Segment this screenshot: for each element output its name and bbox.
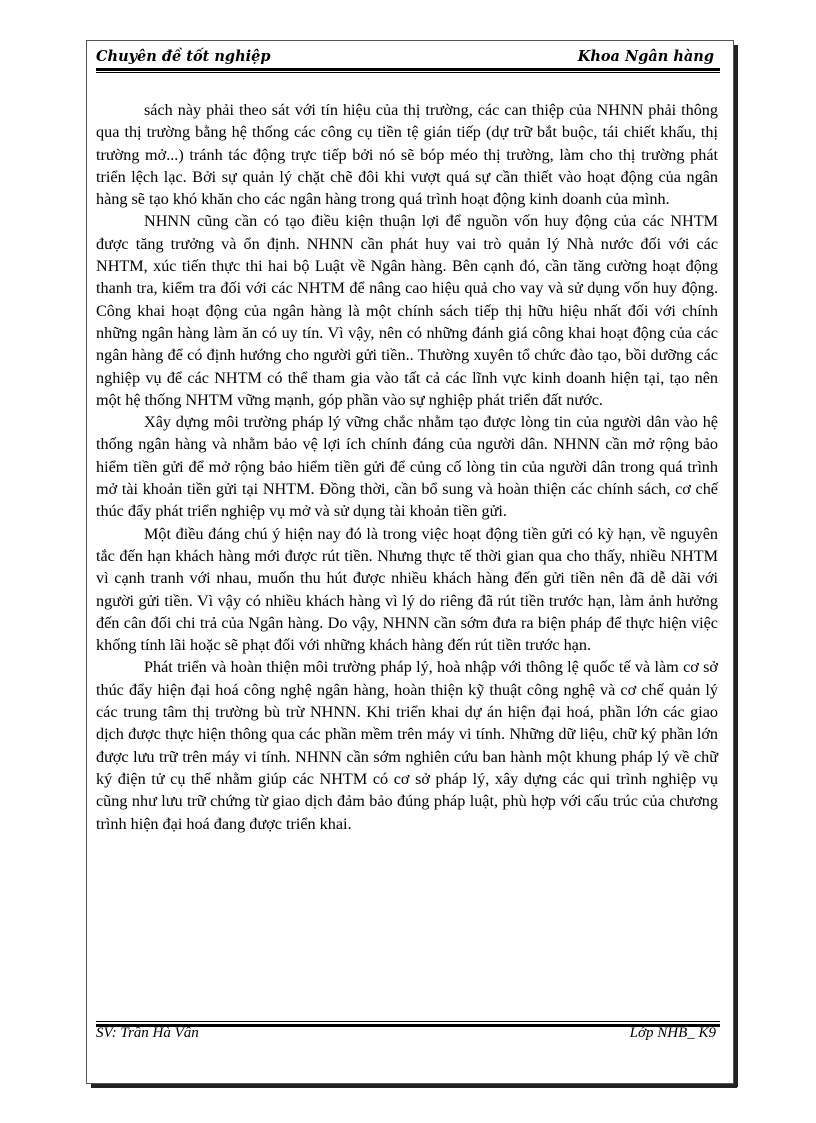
body-text (96, 99, 718, 835)
page-footer (96, 1025, 720, 1047)
paragraph-3: Xây dựng môi trường pháp lý vững chắc nhằm tạo được lòng tin của người dân vào hệ thống ngân hàng và nhằm bảo vệ lợi ích chính đáng của người dân. NHNN cần mở rộng bảo hiểm tiền gửi để mở rộng bảo hiểm tiền gửi để củng cố lòng tin của người dân trong quá trình mở tài khoản tiền gửi tại NHTM. Đồng thời, cần bổ sung và hoàn thiện các chính sách, cơ chế thúc đẩy phát triển nghiệp vụ mở và sử dụng tài khoản tiền gửi. (96, 413, 718, 521)
header-rule-thick (96, 68, 720, 71)
footer-rule-thin (96, 1021, 720, 1022)
paragraph-1: sách này phải theo sát với tín hiệu của thị trường, các can thiệp của NHNN phải thông qua thị trường bằng hệ thống các công cụ tiền tệ gián tiếp (dự trữ bắt buộc, tái chiết khấu, thị trường mở...) tránh tác động trực tiếp bởi nó sẽ bóp méo thị trường, làm cho thị trường phát triển lệch lạc. Bởi sự quản lý chặt chẽ đôi khi vượt quá sự cần thiết vào hoạt động của ngân hàng sẽ tạo khó khăn cho các ngân hàng trong quá trình hoạt động kinh doanh của mình. (96, 101, 718, 209)
footer-student-name: SV: Trần Hà Vân (96, 1025, 199, 1041)
page-header (96, 48, 720, 70)
paragraph-5: Phát triển và hoàn thiện môi trường pháp lý, hoà nhập với thông lệ quốc tế và làm cơ sở thúc đẩy hiện đại hoá công nghệ ngân hàng, hoàn thiện kỹ thuật công nghệ và cơ chế quản lý các trung tâm thị trường bù trừ NHNN. Khi triển khai dự án hiện đại hoá, phần lớn các giao dịch được thực hiện thông qua các phần mềm trên máy vi tính. Những dữ liệu, chữ ký phần lớn được lưu trữ trên máy vi tính. NHNN cần sớm nghiên cứu ban hành một khung pháp lý về chữ ký điện tử cụ thể nhằm giúp các NHTM có cơ sở pháp lý, xây dựng các qui trình nghiệp vụ cũng như lưu trữ chứng từ giao dịch đảm bảo đúng pháp luật, phù hợp với cấu trúc của chương trình hiện đại hoá đang được triển khai. (96, 658, 718, 833)
header-right-title: Khoa Ngân hàng (577, 48, 714, 65)
header-left-title: Chuyên đề tốt nghiệp (96, 48, 271, 65)
header-rule-thin (96, 72, 720, 73)
paragraph-2: NHNN cũng cần có tạo điều kiện thuận lợi để nguồn vốn huy động của các NHTM được tăng trưởng và ổn định. NHNN cần phát huy vai trò quản lý Nhà nước đối với các NHTM, xúc tiến thực thi hai bộ Luật về Ngân hàng. Bên cạnh đó, cần tăng cường hoạt động thanh tra, kiểm tra đối với các NHTM để nâng cao hiệu quả cho vay và sử dụng vốn huy động. Công khai hoạt động của ngân hàng là một chính sách tiếp thị hữu hiệu nhất đối với chính những ngân hàng làm ăn có uy tín. Vì vậy, nên có những đánh giá công khai hoạt động của các ngân hàng để có định hướng cho người gửi tiền.. Thường xuyên tổ chức đào tạo, bồi dưỡng các nghiệp vụ để các NHTM có thể tham gia vào tất cả các lĩnh vực kinh doanh hiện tại, tạo nên một hệ thống NHTM vững mạnh, góp phần vào sự nghiệp phát triển đất nước. (96, 212, 718, 409)
paragraph-4: Một điều đáng chú ý hiện nay đó là trong việc hoạt động tiền gửi có kỳ hạn, về nguyên tắc đến hạn khách hàng mới được rút tiền. Nhưng thực tế thời gian qua cho thấy, nhiều NHTM vì cạnh tranh với nhau, muốn thu hút được nhiều khách hàng đến gửi tiền nên đã dễ dãi với người gửi tiền. Vì vậy có nhiều khách hàng vì lý do riêng đã rút tiền trước hạn, làm ảnh hưởng đến cân đối chi trả của Ngân hàng. Do vậy, NHNN cần sớm đưa ra biện pháp để thực hiện việc khống tính lãi hoặc sẽ phạt đối với những khách hàng đến rút tiền trước hạn. (96, 524, 718, 655)
footer-class: Lớp NHB_ K9 (629, 1025, 716, 1041)
